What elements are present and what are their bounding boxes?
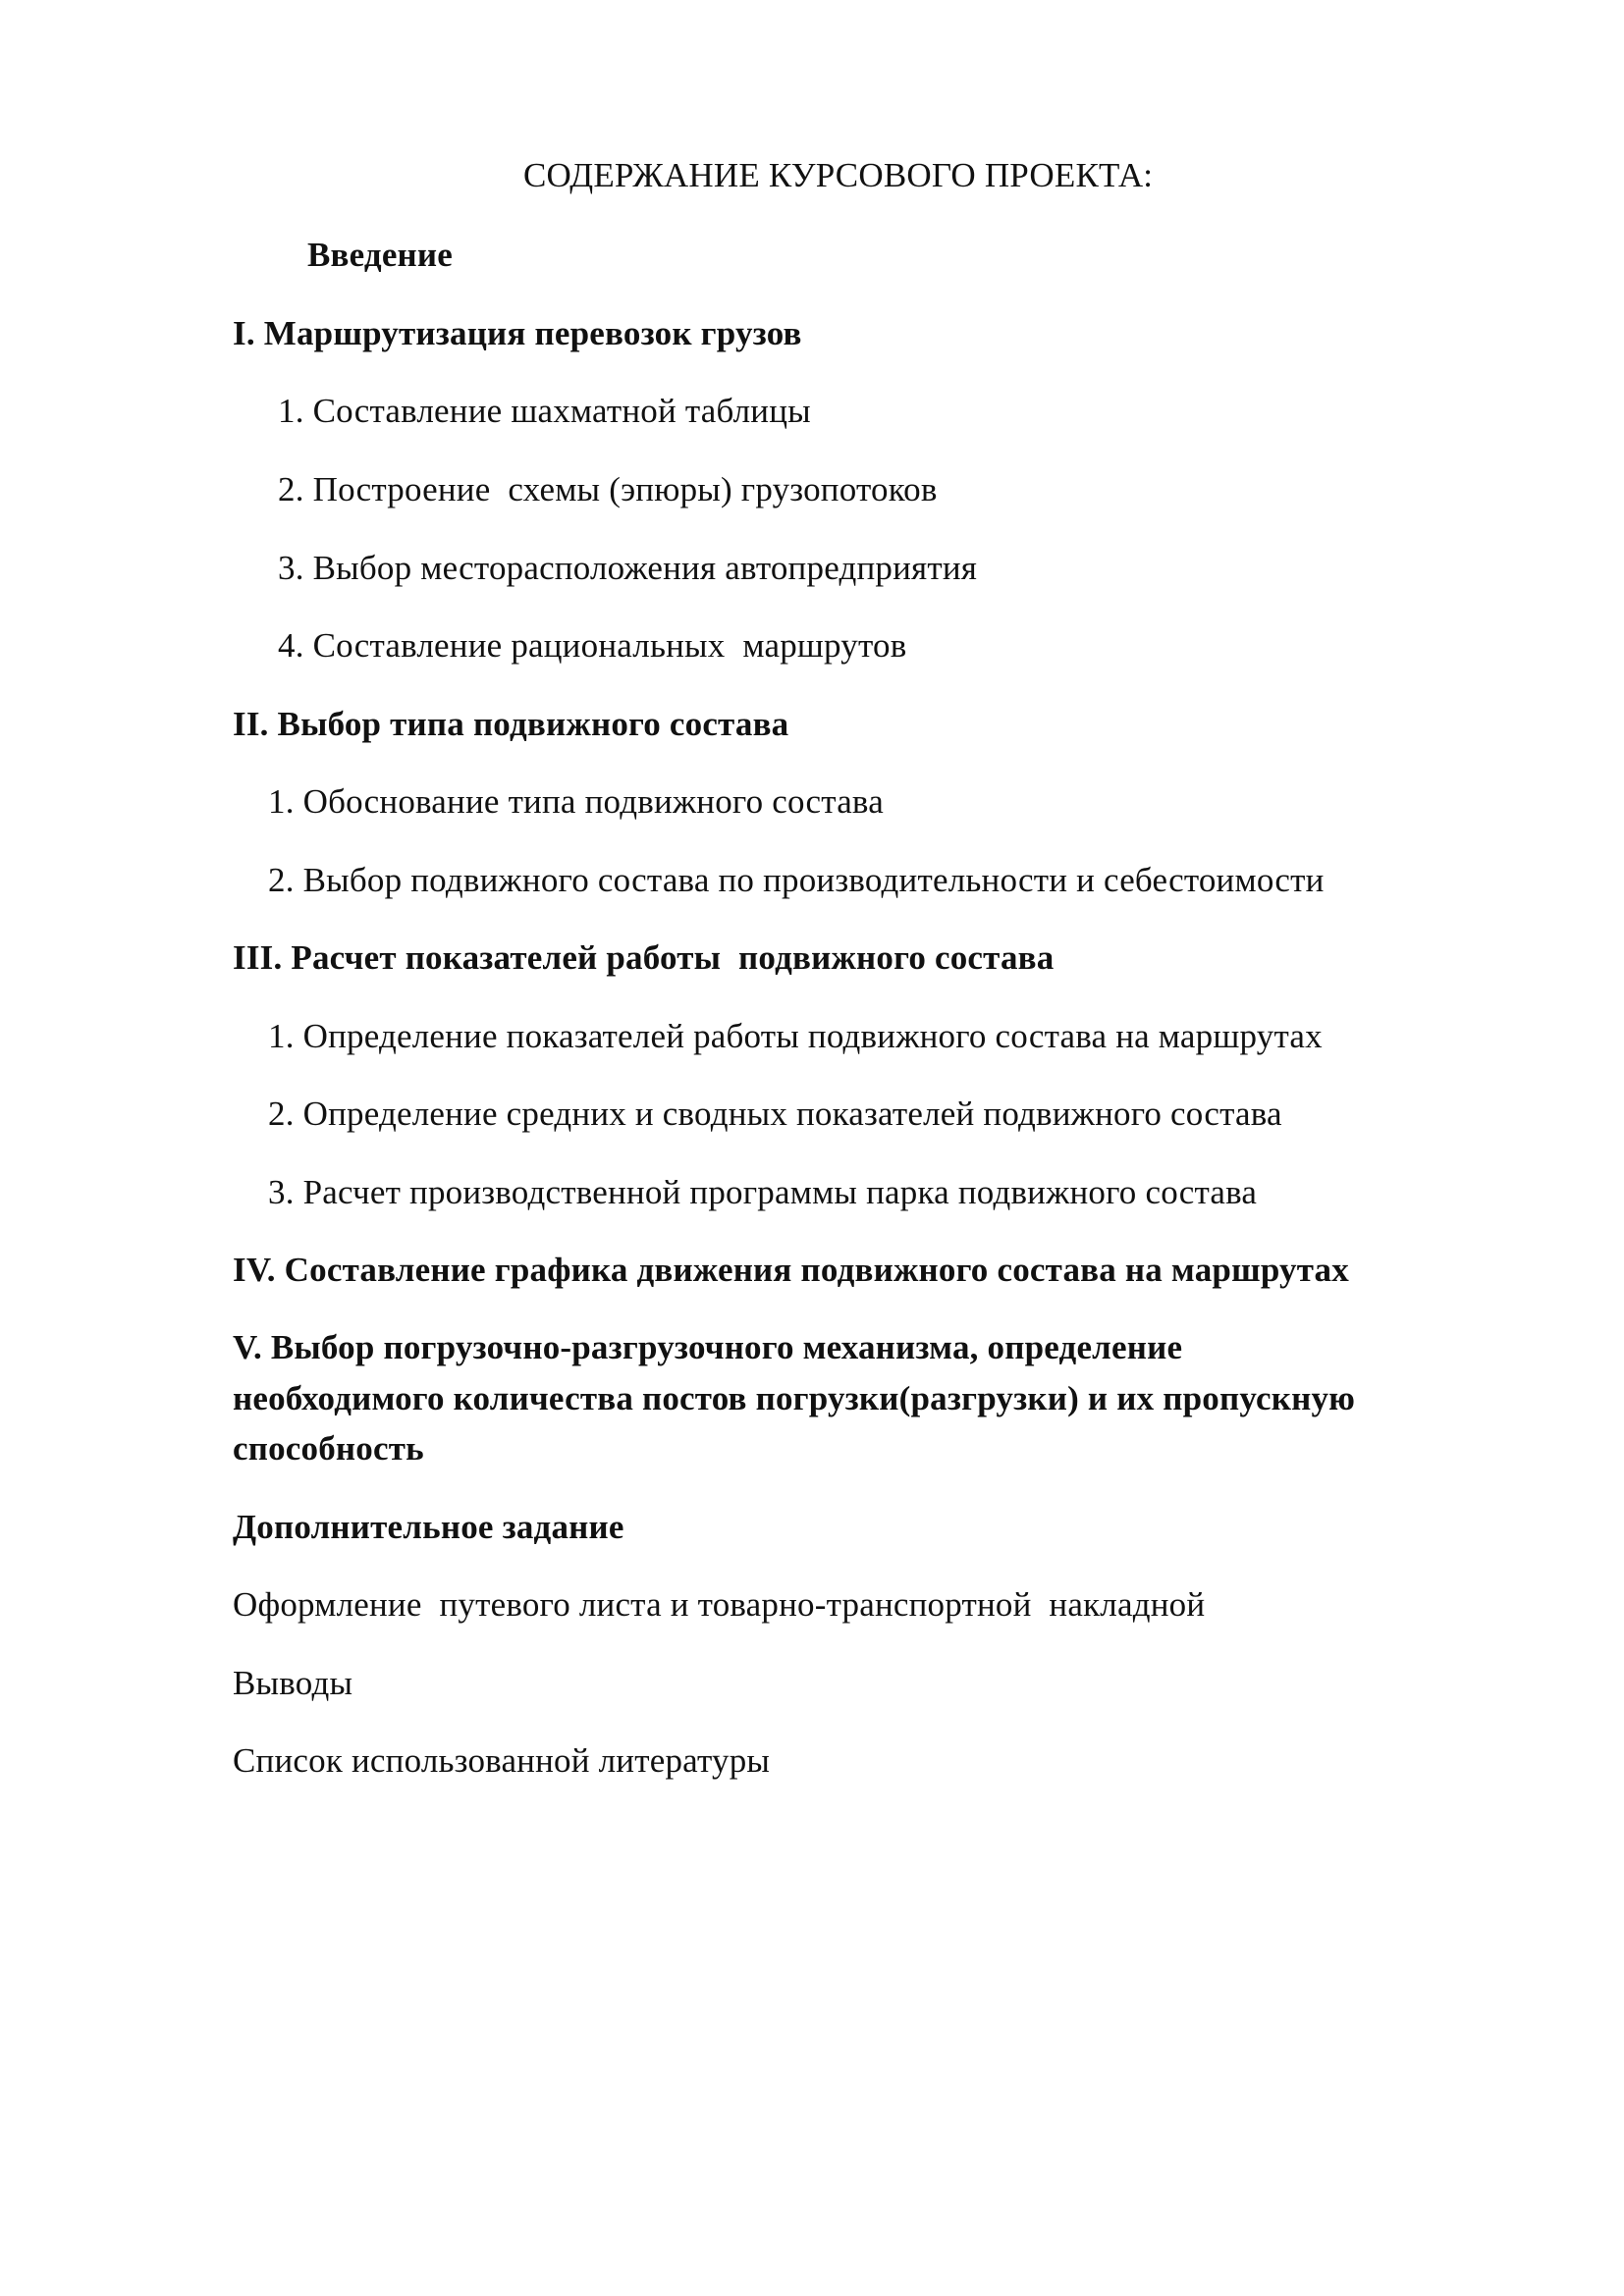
section-3-item-3: 3. Расчет производственной программы парка подвижного состава	[268, 1173, 1258, 1211]
section-1-item-1: 1. Составление шахматной таблицы	[278, 392, 811, 430]
section-2-heading: II. Выбор типа подвижного состава	[233, 705, 789, 743]
section-1-item-3: 3. Выбор месторасположения автопредприятия	[278, 549, 978, 587]
section-1-heading: I. Маршрутизация перевозок грузов	[233, 314, 802, 352]
extra-item-3: Список использованной литературы	[233, 1741, 771, 1780]
section-2-item-1: 1. Обоснование типа подвижного состава	[268, 782, 884, 821]
document-title: СОДЕРЖАНИЕ КУРСОВОГО ПРОЕКТА:	[523, 156, 1154, 194]
section-4-heading: IV. Составление графика движения подвижного состава на маршрутах	[233, 1251, 1349, 1289]
extra-item-1: Оформление путевого листа и товарно-транспортной накладной	[233, 1585, 1206, 1624]
section-5-heading-line-1: V. Выбор погрузочно-разгрузочного механизма, определение	[233, 1328, 1183, 1366]
extra-item-2: Выводы	[233, 1664, 353, 1702]
section-1-item-2: 2. Построение схемы (эпюры) грузопотоков	[278, 470, 938, 508]
section-2-item-2: 2. Выбор подвижного состава по производительности и себестоимости	[268, 861, 1325, 899]
section-3-item-1: 1. Определение показателей работы подвижного состава на маршрутах	[268, 1017, 1323, 1055]
intro-heading: Введение	[307, 236, 454, 274]
section-5-heading-line-3: способность	[233, 1429, 424, 1468]
section-3-item-2: 2. Определение средних и сводных показателей подвижного состава	[268, 1095, 1282, 1133]
extra-heading: Дополнительное задание	[233, 1508, 624, 1546]
section-5-heading-line-2: необходимого количества постов погрузки(разгрузки) и их пропускную	[233, 1379, 1356, 1417]
section-1-item-4: 4. Составление рациональных маршрутов	[278, 626, 907, 665]
section-3-heading: III. Расчет показателей работы подвижного состава	[233, 938, 1055, 977]
